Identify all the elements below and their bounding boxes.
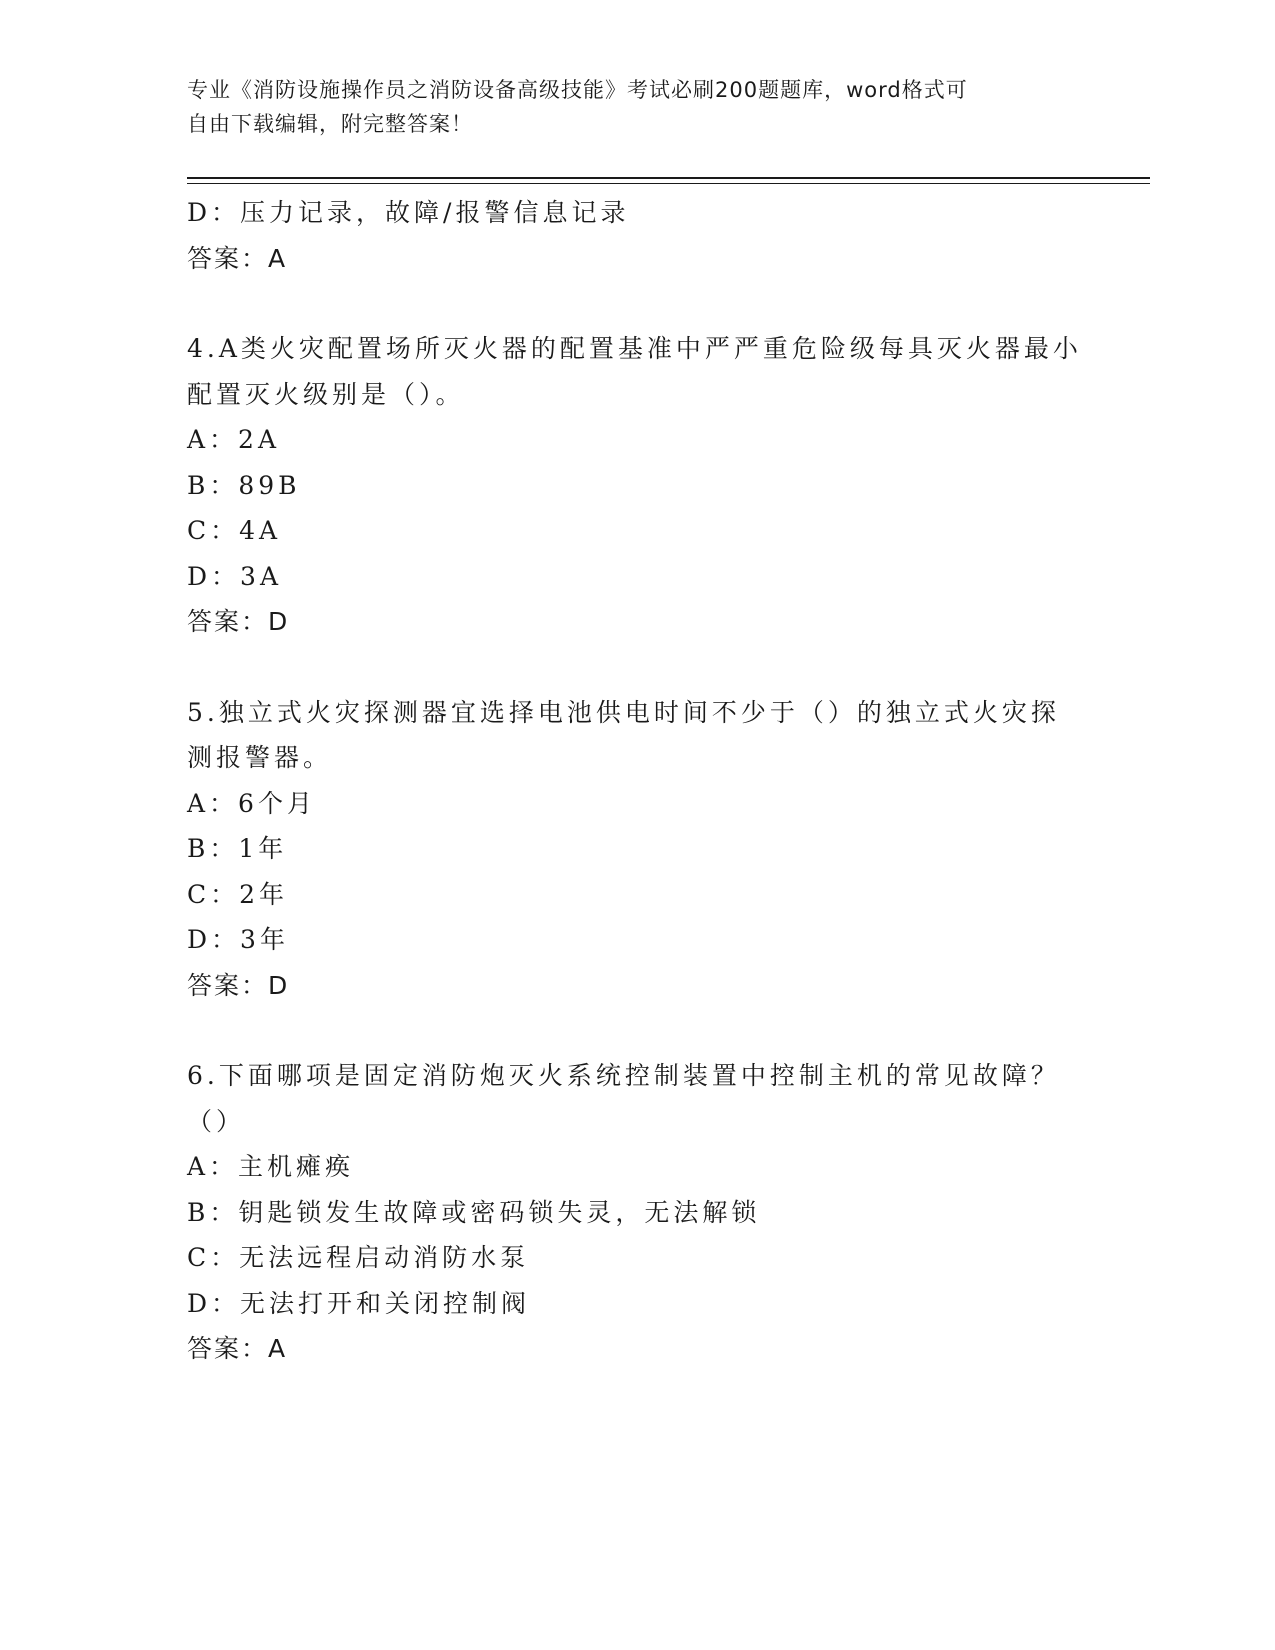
question-5 [187, 690, 1107, 1009]
question-list [187, 190, 1107, 1372]
spacer [187, 1008, 1107, 1053]
header-line-1: 专业《消防设施操作员之消防设备高级技能》考试必刷200题题库，word格式可 [187, 78, 968, 102]
option-b: B：89B [187, 470, 301, 500]
header-rule-thin [187, 183, 1150, 184]
option-c: C：无法远程启动消防水泵 [187, 1243, 530, 1272]
question-stem-cont: （） [187, 1106, 246, 1136]
question-stem-cont: 测报警器。 [187, 743, 333, 772]
question-stem-cont: 配置灭火级别是（）。 [187, 379, 465, 409]
question-stem: 6.下面哪项是固定消防炮灭火系统控制装置中控制主机的常见故障？ [187, 1061, 1060, 1090]
option-d: D：无法打开和关闭控制阀 [187, 1288, 531, 1318]
spacer [187, 281, 1107, 326]
answer-line: 答案：A [187, 1334, 288, 1363]
option-a: A：主机瘫痪 [187, 1152, 355, 1181]
header-rule-thick [187, 177, 1150, 179]
option-c: C：4A [187, 516, 282, 545]
option-b: B：1年 [187, 834, 288, 863]
question-stem: 4.A类火灾配置场所灭火器的配置基准中严严重危险级每具灭火器最小 [187, 334, 1082, 363]
answer-line: 答案：D [187, 970, 290, 1000]
document-header [187, 73, 1087, 141]
answer-line: 答案：A [187, 243, 288, 273]
answer-line: 答案：D [187, 607, 290, 636]
option-d: D：3A [187, 561, 283, 591]
option-a: A：2A [187, 425, 281, 454]
header-line-2: 自由下载编辑，附完整答案！ [187, 112, 473, 136]
option-d: D：压力记录，故障/报警信息记录 [187, 198, 630, 227]
option-c: C：2年 [187, 879, 289, 909]
question-4 [187, 326, 1107, 645]
question-6 [187, 1053, 1107, 1372]
option-b: B：钥匙锁发生故障或密码锁失灵，无法解锁 [187, 1197, 761, 1227]
option-a: A：6个月 [187, 788, 316, 818]
option-d: D：3年 [187, 925, 289, 954]
spacer [187, 645, 1107, 690]
question-stem: 5.独立式火灾探测器宜选择电池供电时间不少于（）的独立式火灾探 [187, 697, 1060, 727]
